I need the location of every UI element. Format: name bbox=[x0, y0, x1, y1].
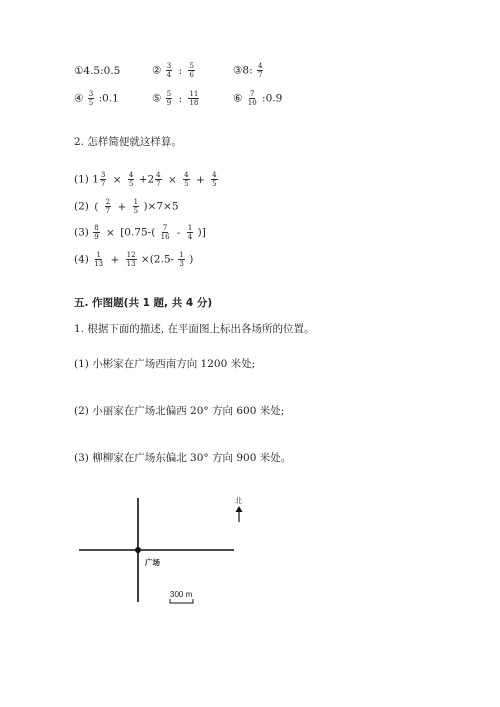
scale-label: 300 m bbox=[170, 590, 193, 599]
description-item-2: (2) 小丽家在广场北偏西 20° 方向 600 米处; bbox=[74, 405, 285, 417]
fraction: $\frac{7}{10}$ bbox=[247, 90, 257, 107]
fraction: $\frac{3}{4}$ bbox=[166, 62, 172, 79]
calc-item-4: (4) $\frac{1}{13}$ + $\frac{12}{13}$ ×(2.5- $\frac{1}{3}$ ) bbox=[74, 251, 194, 268]
fraction: $\frac{3}{5}$ bbox=[88, 90, 94, 107]
plaza-label: 广场 bbox=[145, 558, 160, 567]
section-5-heading: 五. 作图题(共 1 题, 共 4 分) bbox=[74, 297, 213, 309]
ratio-item-5: ⑤ $\frac{5}{9}$ : $\frac{11}{18}$ bbox=[152, 90, 199, 107]
calc-item-3: (3) $\frac{8}{9}$ × [0.75-( $\frac{7}{16}$ - $\frac{1}{4}$ )] bbox=[74, 224, 206, 241]
fraction: $\frac{5}{6}$ bbox=[189, 62, 194, 79]
section-2-title: 2. 怎样简便就这样算。 bbox=[74, 136, 182, 148]
calc-item-1: (1) 1 $\frac{3}{7}$ × $\frac{4}{5}$ +2 $\frac{4}{7}$ × $\frac{4}{5}$ + $\frac{4}{5}$ bbox=[74, 171, 217, 188]
fraction: $\frac{5}{9}$ bbox=[166, 90, 172, 107]
calc-item-2: (2) ( $\frac{2}{7}$ + $\frac{1}{5}$ )×7×5 bbox=[74, 198, 179, 215]
fraction: $\frac{11}{18}$ bbox=[189, 90, 199, 107]
north-arrow-icon bbox=[236, 506, 243, 512]
question-text: 1. 根据下面的描述, 在平面图上标出各场所的位置。 bbox=[74, 323, 315, 335]
ratio-item-3: ③8: $\frac{4}{7}$ bbox=[233, 62, 263, 79]
north-label: 北 bbox=[235, 498, 242, 505]
ratio-item-2: ② $\frac{3}{4}$ : $\frac{5}{6}$ bbox=[152, 62, 194, 79]
ratio-item-6: ⑥ $\frac{7}{10}$ :0.9 bbox=[233, 90, 283, 107]
fraction: $\frac{4}{7}$ bbox=[257, 62, 263, 79]
ratio-item-4: ④ $\frac{3}{5}$ :0.1 bbox=[74, 90, 119, 107]
scale-bar bbox=[170, 599, 193, 603]
plaza-point bbox=[135, 547, 141, 553]
ratio-item-1: ①4.5:0.5 bbox=[74, 65, 121, 77]
description-item-3: (3) 柳柳家在广场东偏北 30° 方向 900 米处。 bbox=[74, 452, 292, 464]
description-item-1: (1) 小彬家在广场西南方向 1200 米处; bbox=[74, 358, 256, 370]
